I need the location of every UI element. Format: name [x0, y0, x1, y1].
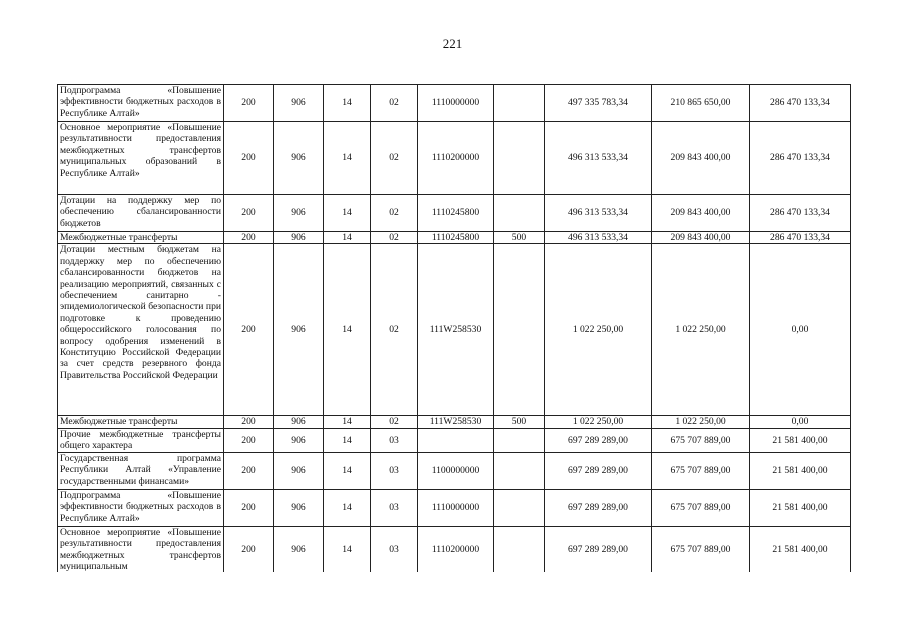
row-target-article: 1110245800	[418, 195, 494, 232]
row-code-2: 906	[274, 489, 324, 526]
row-value-1: 697 289 289,00	[545, 489, 652, 526]
row-expense-type	[494, 195, 545, 232]
row-value-2: 210 865 650,00	[652, 85, 750, 122]
row-name: Подпрограмма «Повышение эффективности бюджетных расходов в Республике Алтай»	[58, 489, 224, 526]
row-section: 14	[324, 85, 371, 122]
row-subsection: 03	[371, 428, 418, 452]
row-value-2: 675 707 889,00	[652, 526, 750, 572]
row-value-2: 1 022 250,00	[652, 244, 750, 416]
row-value-2: 209 843 400,00	[652, 195, 750, 232]
row-section: 14	[324, 244, 371, 416]
row-expense-type	[494, 526, 545, 572]
row-value-3: 286 470 133,34	[750, 195, 851, 232]
row-value-1: 697 289 289,00	[545, 428, 652, 452]
row-subsection: 03	[371, 452, 418, 489]
row-value-2: 675 707 889,00	[652, 452, 750, 489]
row-value-3: 0,00	[750, 416, 851, 428]
row-code-2: 906	[274, 526, 324, 572]
row-expense-type	[494, 452, 545, 489]
row-value-3: 21 581 400,00	[750, 526, 851, 572]
budget-table-body	[58, 85, 851, 573]
row-code-1: 200	[224, 232, 274, 244]
row-section: 14	[324, 195, 371, 232]
row-target-article: 1110200000	[418, 526, 494, 572]
row-subsection: 03	[371, 526, 418, 572]
row-code-2: 906	[274, 232, 324, 244]
table-row	[58, 244, 851, 416]
row-code-2: 906	[274, 428, 324, 452]
table-row	[58, 428, 851, 452]
row-name: Прочие межбюджетные трансферты общего характера	[58, 428, 224, 452]
row-section: 14	[324, 122, 371, 195]
row-name: Межбюджетные трансферты	[58, 232, 224, 244]
row-target-article: 1110200000	[418, 122, 494, 195]
row-code-2: 906	[274, 244, 324, 416]
row-name: Подпрограмма «Повышение эффективности бюджетных расходов в Республике Алтай»	[58, 85, 224, 122]
row-subsection: 02	[371, 416, 418, 428]
row-section: 14	[324, 526, 371, 572]
row-code-1: 200	[224, 526, 274, 572]
row-value-2: 675 707 889,00	[652, 489, 750, 526]
row-value-3: 286 470 133,34	[750, 85, 851, 122]
row-target-article: 1110000000	[418, 489, 494, 526]
row-expense-type	[494, 489, 545, 526]
row-subsection: 02	[371, 85, 418, 122]
row-code-2: 906	[274, 452, 324, 489]
row-section: 14	[324, 428, 371, 452]
row-code-1: 200	[224, 416, 274, 428]
row-expense-type	[494, 428, 545, 452]
row-target-article	[418, 428, 494, 452]
row-expense-type: 500	[494, 416, 545, 428]
row-code-1: 200	[224, 244, 274, 416]
row-target-article: 1100000000	[418, 452, 494, 489]
row-subsection: 03	[371, 489, 418, 526]
row-name: Основное мероприятие «Повышение результативности предоставления межбюджетных трансфертов муниципальным	[58, 526, 224, 572]
row-name: Основное мероприятие «Повышение результативности предоставления межбюджетных трансфертов муниципальных образований в Республике Алтай»	[58, 122, 224, 195]
row-value-2: 675 707 889,00	[652, 428, 750, 452]
row-value-1: 497 335 783,34	[545, 85, 652, 122]
row-value-1: 697 289 289,00	[545, 526, 652, 572]
row-section: 14	[324, 452, 371, 489]
budget-table	[57, 84, 851, 572]
table-row	[58, 195, 851, 232]
row-value-1: 496 313 533,34	[545, 122, 652, 195]
table-row	[58, 452, 851, 489]
row-subsection: 02	[371, 232, 418, 244]
row-value-1: 1 022 250,00	[545, 416, 652, 428]
row-value-1: 1 022 250,00	[545, 244, 652, 416]
row-value-1: 697 289 289,00	[545, 452, 652, 489]
row-value-2: 209 843 400,00	[652, 232, 750, 244]
row-name: Межбюджетные трансферты	[58, 416, 224, 428]
row-code-1: 200	[224, 452, 274, 489]
row-value-3: 286 470 133,34	[750, 122, 851, 195]
page-number: 221	[442, 36, 463, 51]
row-value-3: 21 581 400,00	[750, 452, 851, 489]
row-name: Дотации на поддержку мер по обеспечению сбалансированности бюджетов	[58, 195, 224, 232]
row-name: Дотации местным бюджетам на поддержку мер по обеспечению сбалансированности бюджетов на реализацию мероприятий, связанных с обеспечением санитарно - эпидемиологической безопасности при подготовке к проведению общероссийского голосования по вопросу одобрения изменений в Конституцию Российской Федерации за счет средств резервного фонда Правительства Российской Федерации	[58, 244, 224, 416]
row-code-2: 906	[274, 416, 324, 428]
row-expense-type	[494, 122, 545, 195]
row-code-1: 200	[224, 85, 274, 122]
row-code-1: 200	[224, 195, 274, 232]
row-target-article: 111W258530	[418, 416, 494, 428]
row-value-3: 21 581 400,00	[750, 428, 851, 452]
table-row	[58, 122, 851, 195]
row-value-3: 0,00	[750, 244, 851, 416]
row-value-1: 496 313 533,34	[545, 195, 652, 232]
row-subsection: 02	[371, 244, 418, 416]
table-row	[58, 526, 851, 572]
row-value-2: 209 843 400,00	[652, 122, 750, 195]
table-row	[58, 489, 851, 526]
row-target-article: 111W258530	[418, 244, 494, 416]
row-code-1: 200	[224, 489, 274, 526]
row-value-2: 1 022 250,00	[652, 416, 750, 428]
table-row	[58, 232, 851, 244]
row-value-1: 496 313 533,34	[545, 232, 652, 244]
row-code-1: 200	[224, 122, 274, 195]
row-code-1: 200	[224, 428, 274, 452]
row-subsection: 02	[371, 195, 418, 232]
row-target-article: 1110000000	[418, 85, 494, 122]
row-value-3: 286 470 133,34	[750, 232, 851, 244]
row-expense-type	[494, 244, 545, 416]
row-section: 14	[324, 489, 371, 526]
row-target-article: 1110245800	[418, 232, 494, 244]
row-name: Государственная программа Республики Алтай «Управление государственными финансами»	[58, 452, 224, 489]
table-row	[58, 85, 851, 122]
row-code-2: 906	[274, 122, 324, 195]
row-code-2: 906	[274, 195, 324, 232]
row-value-3: 21 581 400,00	[750, 489, 851, 526]
row-expense-type: 500	[494, 232, 545, 244]
row-section: 14	[324, 416, 371, 428]
row-code-2: 906	[274, 85, 324, 122]
row-expense-type	[494, 85, 545, 122]
table-row	[58, 416, 851, 428]
row-section: 14	[324, 232, 371, 244]
row-subsection: 02	[371, 122, 418, 195]
